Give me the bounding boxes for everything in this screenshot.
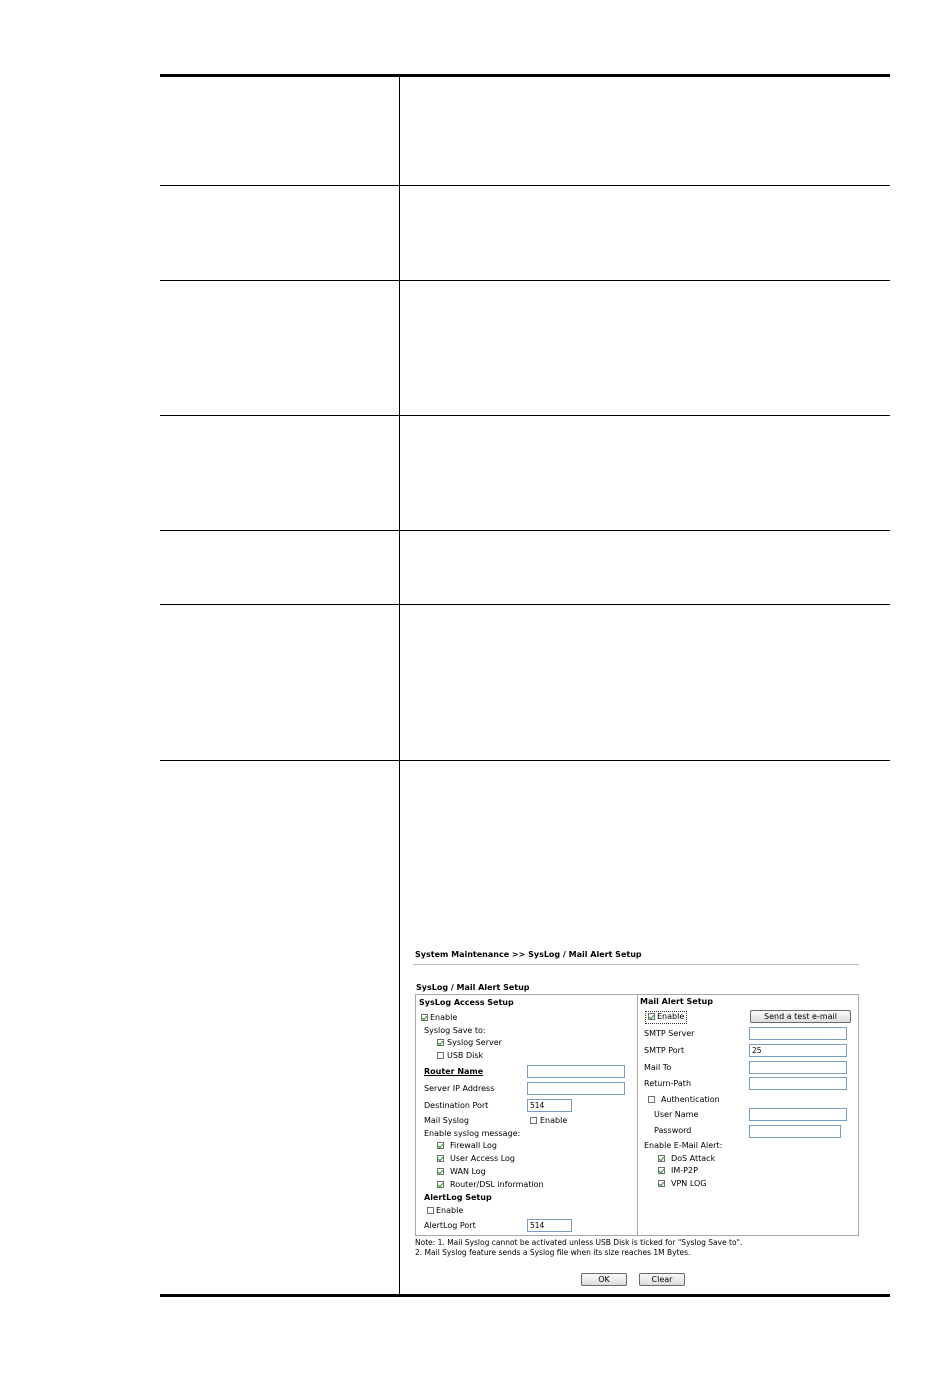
- alertlog-header: AlertLog Setup: [424, 1193, 492, 1202]
- column-divider: [399, 76, 400, 1296]
- note-line-1: Note: 1. Mail Syslog cannot be activated unless USB Disk is ticked for "Syslog Save to".: [415, 1238, 743, 1247]
- row-divider: [160, 415, 890, 416]
- syslog-enable-checkbox[interactable]: [421, 1014, 428, 1021]
- mail-to-input[interactable]: [749, 1061, 847, 1074]
- alertlog-enable-checkbox[interactable]: [427, 1207, 434, 1214]
- vpn-log-checkbox[interactable]: [658, 1180, 665, 1187]
- table-bottom-rule: [160, 1294, 890, 1297]
- usb-disk-checkbox[interactable]: [437, 1052, 444, 1059]
- mail-syslog-enable-label: Enable: [540, 1116, 568, 1125]
- return-path-label: Return-Path: [644, 1079, 692, 1088]
- enable-email-alert-label: Enable E-Mail Alert:: [644, 1141, 723, 1150]
- mail-syslog-checkbox[interactable]: [530, 1117, 537, 1124]
- username-input[interactable]: [749, 1108, 847, 1121]
- destination-port-label: Destination Port: [424, 1101, 489, 1110]
- row-divider: [160, 280, 890, 281]
- router-name-label: Router Name: [424, 1067, 484, 1076]
- section-title: SysLog / Mail Alert Setup: [416, 983, 530, 992]
- note-line-2: 2. Mail Syslog feature sends a Syslog file when its size reaches 1M Bytes.: [415, 1248, 691, 1257]
- firewall-log-checkbox[interactable]: [437, 1142, 444, 1149]
- breadcrumb: System Maintenance >> SysLog / Mail Alert Setup: [415, 950, 642, 959]
- syslog-access-header: SysLog Access Setup: [419, 998, 514, 1007]
- server-ip-input[interactable]: [527, 1082, 625, 1095]
- user-access-log-checkbox[interactable]: [437, 1155, 444, 1162]
- syslog-mail-alert-screenshot: [413, 948, 861, 1290]
- mail-enable-label: Enable: [657, 1012, 685, 1021]
- breadcrumb-divider: [413, 964, 859, 965]
- dos-attack-label: DoS Attack: [671, 1154, 716, 1163]
- row-divider: [160, 185, 890, 186]
- alertlog-port-label: AlertLog Port: [424, 1221, 476, 1230]
- username-label: User Name: [654, 1110, 699, 1119]
- wan-log-label: WAN Log: [450, 1167, 486, 1176]
- syslog-enable-label: Enable: [430, 1013, 458, 1022]
- user-access-log-label: User Access Log: [450, 1154, 515, 1163]
- server-ip-label: Server IP Address: [424, 1084, 495, 1093]
- authentication-label: Authentication: [661, 1095, 720, 1104]
- password-label: Password: [654, 1126, 692, 1135]
- mail-alert-header: Mail Alert Setup: [640, 997, 713, 1006]
- wan-log-checkbox[interactable]: [437, 1168, 444, 1175]
- router-name-input[interactable]: [527, 1065, 625, 1078]
- usb-disk-label: USB Disk: [447, 1051, 484, 1060]
- syslog-save-to-label: Syslog Save to:: [424, 1026, 486, 1035]
- password-input[interactable]: [749, 1125, 841, 1138]
- im-p2p-checkbox[interactable]: [658, 1167, 665, 1174]
- smtp-port-input[interactable]: 25: [749, 1044, 847, 1057]
- smtp-server-label: SMTP Server: [644, 1029, 695, 1038]
- smtp-port-label: SMTP Port: [644, 1046, 685, 1055]
- firewall-log-label: Firewall Log: [450, 1141, 497, 1150]
- smtp-server-input[interactable]: [749, 1027, 847, 1040]
- ok-button[interactable]: OK: [581, 1273, 627, 1286]
- router-dsl-info-label: Router/DSL information: [450, 1180, 544, 1189]
- return-path-input[interactable]: [749, 1077, 847, 1090]
- mail-enable-checkbox[interactable]: [648, 1013, 655, 1020]
- router-dsl-info-checkbox[interactable]: [437, 1181, 444, 1188]
- table-top-rule: [160, 74, 890, 77]
- row-divider: [160, 530, 890, 531]
- vpn-log-label: VPN LOG: [671, 1179, 707, 1188]
- alertlog-enable-label: Enable: [436, 1206, 464, 1215]
- syslog-server-label: Syslog Server: [447, 1038, 502, 1047]
- row-divider: [160, 760, 890, 761]
- row-divider: [160, 604, 890, 605]
- authentication-checkbox[interactable]: [648, 1096, 655, 1103]
- alertlog-port-input[interactable]: 514: [527, 1219, 572, 1232]
- panel-divider: [637, 995, 638, 1235]
- destination-port-input[interactable]: 514: [527, 1099, 572, 1112]
- dos-attack-checkbox[interactable]: [658, 1155, 665, 1162]
- send-test-email-button[interactable]: Send a test e-mail: [750, 1010, 851, 1023]
- mail-to-label: Mail To: [644, 1063, 672, 1072]
- settings-panel: [415, 994, 859, 1236]
- mail-syslog-label: Mail Syslog: [424, 1116, 469, 1125]
- clear-button[interactable]: Clear: [639, 1273, 685, 1286]
- syslog-server-checkbox[interactable]: [437, 1039, 444, 1046]
- enable-syslog-message-label: Enable syslog message:: [424, 1129, 521, 1138]
- im-p2p-label: IM-P2P: [671, 1166, 698, 1175]
